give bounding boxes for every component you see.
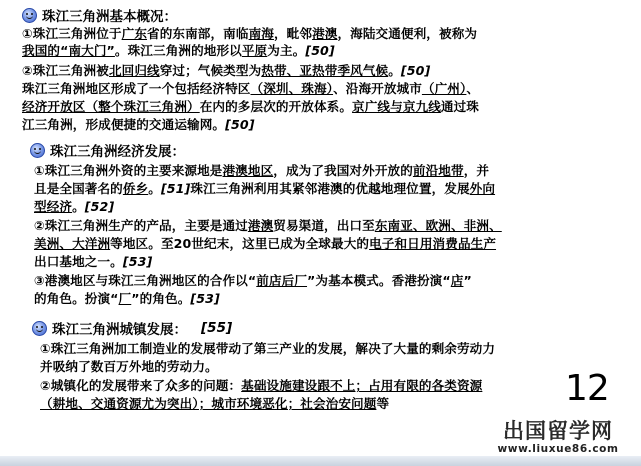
text-segment: ②珠江三角洲生产的产品，主要是通过 (34, 218, 248, 233)
text-line (22, 116, 255, 133)
text-segment: ，成为了我国对外开放的 (273, 163, 413, 178)
underlined-term: （广州） (421, 81, 467, 96)
underlined-term: 前店后厂 (256, 273, 308, 288)
underlined-term: 厂 (118, 291, 132, 306)
underlined-term: 京广线与京九线 (352, 99, 441, 114)
text-line (22, 62, 430, 79)
text-segment: 、沿海开放城市 (333, 81, 422, 96)
text-segment: 等 (376, 396, 390, 411)
text-segment: 通过珠 (440, 99, 479, 114)
text-line (22, 80, 479, 97)
underlined-term: 东南亚、欧洲、非洲、 (374, 218, 502, 233)
text-segment: 。 (72, 199, 85, 214)
underlined-term: 前沿地带 (412, 163, 464, 178)
text-line (40, 377, 482, 394)
text-segment: ①珠江三角洲位于 (22, 26, 122, 41)
text-segment: 在内的多层次的开放体系。 (199, 99, 353, 114)
text-segment: 省的东南部，南临 (147, 26, 249, 41)
text-segment: ” (463, 273, 472, 288)
text-segment: 的角色。扮演“ (34, 291, 119, 306)
text-line (40, 395, 389, 412)
text-line (34, 272, 472, 289)
citation-ref: [50] (400, 63, 431, 78)
smiley-icon (32, 321, 47, 336)
section-heading-ref: [55] (201, 320, 233, 336)
section-heading: 珠江三角洲经济发展： (50, 144, 185, 160)
underlined-term: 店 (450, 273, 464, 288)
text-line (34, 217, 502, 234)
citation-ref: [50] (305, 43, 335, 58)
text-segment: ①珠江三角洲加工制造业的发展带动了第三产业的发展，解决了大量的剩余劳动力 (40, 341, 496, 356)
text-segment: ，海陆交通便利，被称为 (337, 26, 478, 41)
text-line (40, 358, 218, 375)
citation-ref: [50] (225, 117, 255, 132)
underlined-term: 基础设施建设跟不上；占用有限的各类资源 (241, 378, 483, 393)
smiley-icon (22, 8, 37, 23)
underlined-term: 经济开放区（整个珠江三角洲） (22, 99, 200, 114)
watermark-url: www.liuxue86.com (497, 443, 619, 455)
text-line (22, 42, 335, 59)
text-line (34, 253, 152, 270)
text-segment: 等地区。至20世纪末，这里已成为全球最大的 (110, 236, 370, 251)
text-segment: ①珠江三角洲外资的主要来源地是 (34, 163, 223, 178)
underlined-term: 电子和日用消费品生产 (369, 236, 497, 251)
text-segment: 。 (110, 254, 123, 269)
text-segment: 穿过；气候类型为 (159, 63, 262, 78)
underlined-term: 港澳 (247, 218, 274, 233)
text-segment: ③港澳地区与珠江三角洲地区的合作以“ (34, 273, 257, 288)
underlined-term: 广东 (121, 26, 148, 41)
text-segment: 贸易渠道，出口至 (273, 218, 375, 233)
text-segment: 江三角洲，形成便捷的交通运输网。 (22, 117, 226, 132)
underlined-term: （耕地、交通资源尤为突出）；城市环境恶化；社会治安问题 (40, 396, 377, 411)
text-line (34, 198, 114, 215)
text-segment: 。 (148, 181, 161, 196)
underlined-term: （深圳、珠海） (250, 81, 334, 96)
text-segment: 。 (388, 63, 401, 78)
text-segment: 为主。 (267, 43, 306, 58)
citation-ref: [51] (160, 181, 191, 196)
underlined-term: 港澳地区 (222, 163, 274, 178)
text-segment: 、 (466, 81, 480, 96)
page-number: 12 (565, 368, 609, 409)
text-segment: ②城镇化的发展带来了众多的问题： (40, 378, 242, 393)
text-segment: ②珠江三角洲被 (22, 63, 109, 78)
text-segment: ，毗邻 (273, 26, 313, 41)
text-segment: ”为基本模式。香港扮演“ (307, 273, 451, 288)
text-segment: 出口基地之一 (34, 254, 111, 269)
underlined-term: 侨乡 (122, 181, 149, 196)
text-line (34, 162, 489, 179)
watermark-title: 出国留学网 (503, 419, 613, 443)
text-segment: 珠江三角洲地区形成了一个包括经济特区 (22, 81, 251, 96)
text-line (34, 290, 220, 307)
text-line (22, 25, 477, 42)
underlined-term: 外向 (469, 181, 496, 196)
text-line (22, 98, 479, 115)
underlined-term: 型经济 (34, 199, 73, 214)
underlined-term: 北回归线 (108, 63, 160, 78)
text-segment: 。珠江三角洲的地形以 (114, 43, 242, 58)
text-segment: ，并 (463, 163, 490, 178)
section-heading-text: 珠江三角洲城镇发展： (52, 322, 187, 338)
citation-ref: [53] (122, 254, 153, 269)
underlined-term: 南海 (248, 26, 274, 41)
smiley-icon (30, 143, 45, 158)
section-heading: 珠江三角洲基本概况： (42, 9, 177, 25)
underlined-term: 热带、亚热带季风气候 (261, 63, 389, 78)
text-line (40, 340, 495, 357)
citation-ref: [52] (84, 199, 115, 214)
text-segment: ”的角色。 (131, 291, 191, 306)
watermark (478, 419, 638, 455)
underlined-term: 我国的“南大门” (22, 43, 115, 58)
section-heading (52, 319, 232, 337)
citation-ref: [53] (190, 291, 220, 306)
underlined-term: 港澳 (312, 26, 338, 41)
footer-bar (0, 456, 641, 466)
text-segment: 且是全国著名的 (34, 181, 123, 196)
text-line (34, 180, 495, 197)
text-segment: 珠江三角洲利用其紧邻港澳的优越地理位置，发展 (190, 181, 470, 196)
text-segment: 并吸纳了数百万外地的劳动力。 (40, 359, 218, 374)
underlined-term: 美洲、大洋洲 (34, 236, 111, 251)
underlined-term: 平原 (241, 43, 268, 58)
text-line (34, 235, 496, 252)
